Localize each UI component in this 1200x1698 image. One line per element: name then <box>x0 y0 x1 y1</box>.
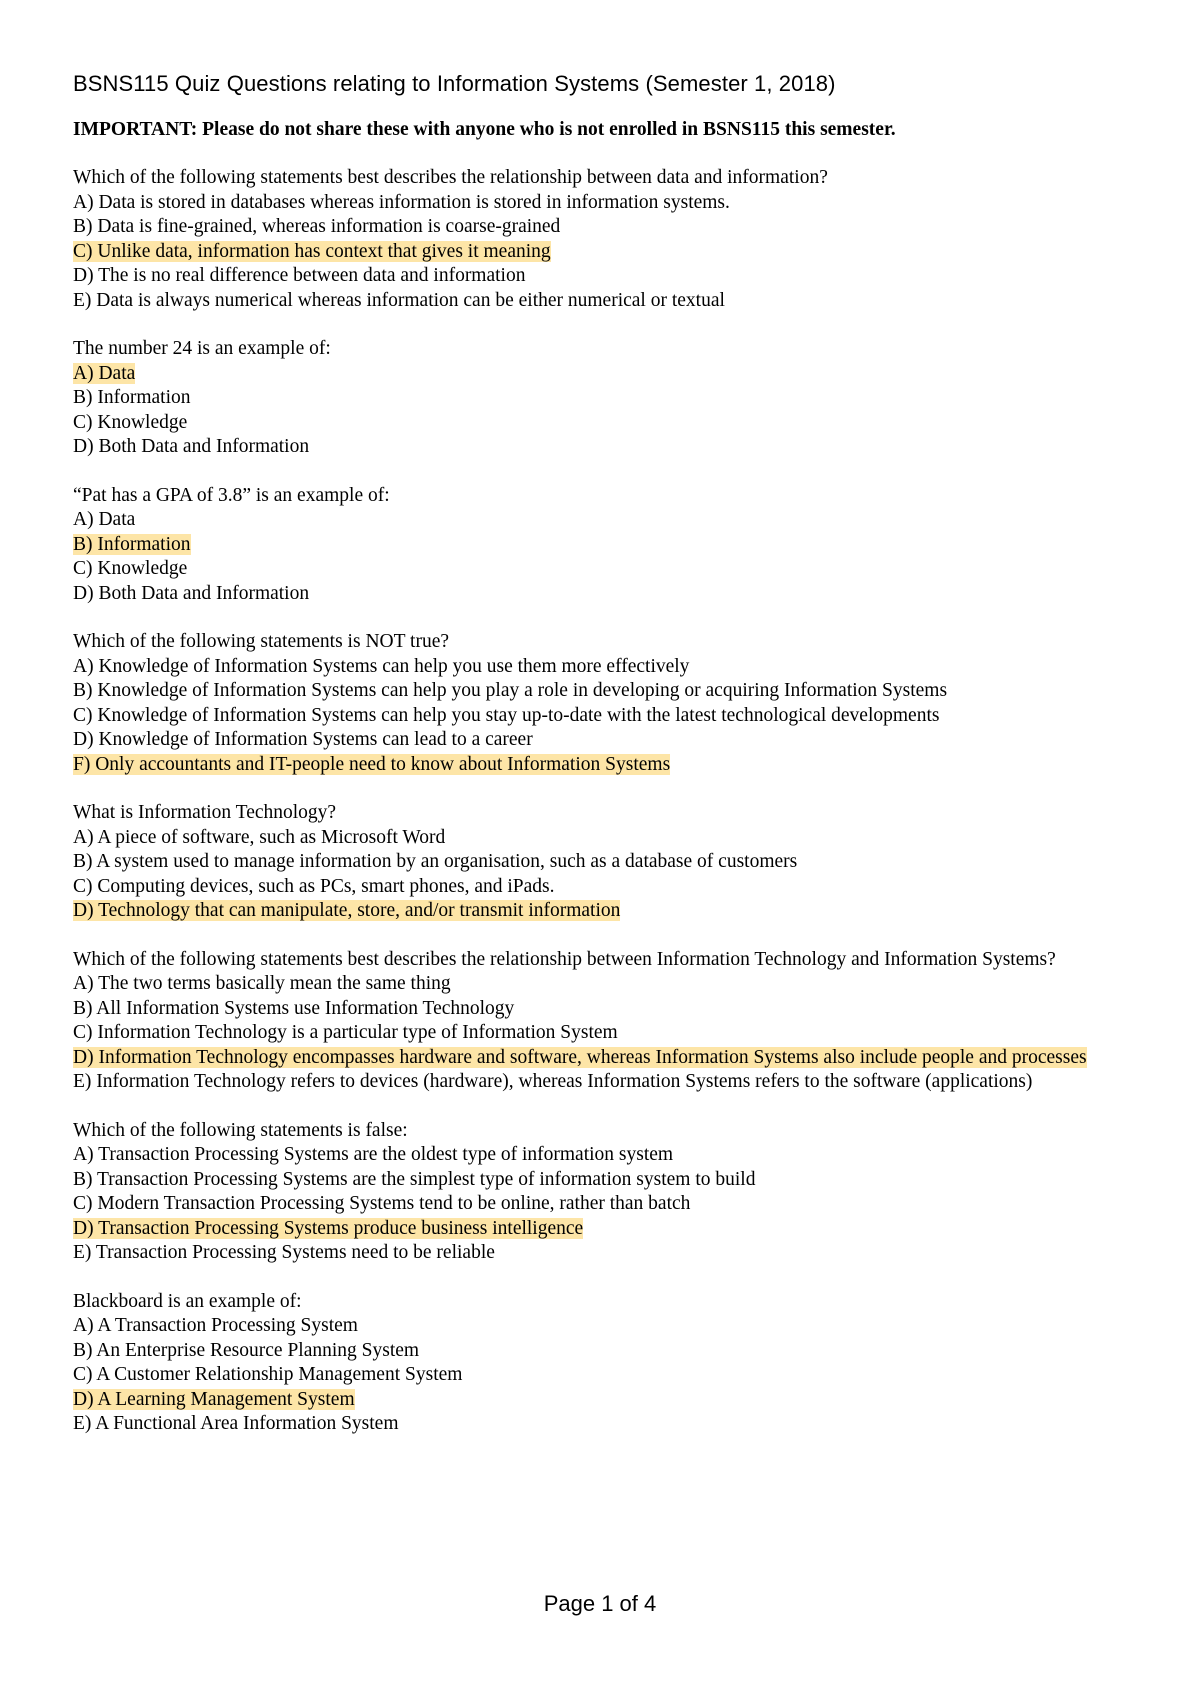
option-text: C) Information Technology is a particular type of Information System <box>73 1022 618 1043</box>
answer-option-highlighted <box>73 1217 1133 1242</box>
option-text: D) Both Data and Information <box>73 582 310 604</box>
answer-option <box>73 264 1133 289</box>
option-text: B) Information <box>73 387 191 408</box>
answer-option <box>73 679 1133 704</box>
document-page <box>73 70 1133 1461</box>
option-text: A) A Transaction Processing System <box>73 1315 358 1336</box>
answer-option <box>73 704 1133 729</box>
question-text: Which of the following statements is false: <box>73 1119 408 1141</box>
document-title: BSNS115 Quiz Questions relating to Information Systems (Semester 1, 2018) <box>73 71 836 96</box>
option-text: C) Knowledge <box>73 411 188 433</box>
option-text: B) A system used to manage information by an organisation, such as a database of customers <box>73 851 798 872</box>
option-text: B) All Information Systems use Information Technology <box>73 997 515 1019</box>
answer-option <box>73 1339 1133 1364</box>
question-block <box>73 630 1133 777</box>
option-text: D) Technology that can manipulate, store, and/or transmit information <box>73 900 621 921</box>
answer-option <box>73 1241 1133 1266</box>
question-text: Which of the following statements best describes the relationship between Information Technology and Information Systems? <box>73 948 1056 970</box>
answer-option-highlighted <box>73 1388 1133 1413</box>
answer-option <box>73 728 1133 753</box>
option-text: C) Unlike data, information has context that gives it meaning <box>73 240 551 262</box>
option-text: E) Transaction Processing Systems need to be reliable <box>73 1242 495 1263</box>
option-text: B) An Enterprise Resource Planning System <box>73 1339 420 1361</box>
option-text: A) Knowledge of Information Systems can help you use them more effectively <box>73 655 690 677</box>
question-text: The number 24 is an example of: <box>73 338 331 359</box>
answer-option <box>73 191 1133 216</box>
option-text: E) Information Technology refers to devices (hardware), whereas Information Systems refers to the software (applications) <box>73 1071 1033 1092</box>
answer-option <box>73 1021 1133 1046</box>
answer-option <box>73 826 1133 851</box>
option-text: C) Computing devices, such as PCs, smart phones, and iPads. <box>73 875 555 897</box>
option-text: A) Data is stored in databases whereas information is stored in information systems. <box>73 191 730 213</box>
answer-option-highlighted <box>73 753 1133 778</box>
option-text: D) Both Data and Information <box>73 436 310 457</box>
option-text: A) The two terms basically mean the same thing <box>73 973 451 994</box>
answer-option-highlighted <box>73 240 1133 265</box>
option-text: A) A piece of software, such as Microsoft Word <box>73 826 446 848</box>
question-list <box>73 166 1133 1437</box>
option-text: D) The is no real difference between data and information <box>73 265 526 286</box>
question-block <box>73 1119 1133 1266</box>
important-notice: IMPORTANT: Please do not share these with anyone who is not enrolled in BSNS115 this semester. <box>73 119 896 140</box>
answer-option <box>73 411 1133 436</box>
question-block <box>73 1290 1133 1437</box>
option-text: C) Knowledge of Information Systems can help you stay up-to-date with the latest technological developments <box>73 704 940 726</box>
option-text: F) Only accountants and IT-people need to know about Information Systems <box>73 753 671 775</box>
answer-option-highlighted <box>73 533 1133 558</box>
option-text: D) Knowledge of Information Systems can lead to a career <box>73 729 533 750</box>
answer-option <box>73 655 1133 680</box>
option-text: C) A Customer Relationship Management System <box>73 1364 463 1385</box>
answer-option <box>73 215 1133 240</box>
answer-option <box>73 1314 1133 1339</box>
answer-option <box>73 557 1133 582</box>
question-block <box>73 801 1133 924</box>
answer-option <box>73 435 1133 460</box>
answer-option <box>73 997 1133 1022</box>
answer-option-highlighted <box>73 1046 1133 1071</box>
answer-option <box>73 972 1133 997</box>
option-text: B) Information <box>73 533 191 555</box>
option-text: D) A Learning Management System <box>73 1388 355 1410</box>
answer-option <box>73 508 1133 533</box>
option-text: B) Knowledge of Information Systems can help you play a role in developing or acquiring Information Systems <box>73 680 948 701</box>
answer-option-highlighted <box>73 899 1133 924</box>
question-text: Which of the following statements is NOT true? <box>73 631 450 652</box>
question-text: Which of the following statements best describes the relationship between data and information? <box>73 167 828 188</box>
question-block <box>73 337 1133 460</box>
answer-option <box>73 1143 1133 1168</box>
option-text: E) A Functional Area Information System <box>73 1413 399 1434</box>
option-text: E) Data is always numerical whereas information can be either numerical or textual <box>73 289 725 311</box>
option-text: A) Data <box>73 509 136 530</box>
answer-option <box>73 1192 1133 1217</box>
option-text: A) Transaction Processing Systems are the oldest type of information system <box>73 1144 674 1165</box>
answer-option-highlighted <box>73 362 1133 387</box>
question-text: What is Information Technology? <box>73 802 337 823</box>
question-block <box>73 166 1133 313</box>
question-block <box>73 948 1133 1095</box>
question-text: “Pat has a GPA of 3.8” is an example of: <box>73 484 390 506</box>
page-number: Page 1 of 4 <box>543 1591 657 1616</box>
answer-option <box>73 1070 1133 1095</box>
answer-option <box>73 289 1133 314</box>
answer-option <box>73 850 1133 875</box>
answer-option <box>73 1412 1133 1437</box>
answer-option <box>73 582 1133 607</box>
answer-option <box>73 1168 1133 1193</box>
option-text: D) Transaction Processing Systems produce business intelligence <box>73 1217 584 1239</box>
question-block <box>73 484 1133 607</box>
question-text: Blackboard is an example of: <box>73 1290 302 1312</box>
option-text: C) Modern Transaction Processing Systems tend to be online, rather than batch <box>73 1193 691 1214</box>
answer-option <box>73 875 1133 900</box>
option-text: C) Knowledge <box>73 558 188 579</box>
answer-option <box>73 386 1133 411</box>
option-text: B) Data is fine-grained, whereas information is coarse-grained <box>73 216 561 237</box>
option-text: B) Transaction Processing Systems are the simplest type of information system to build <box>73 1168 756 1190</box>
option-text: D) Information Technology encompasses hardware and software, whereas Information Systems also include people and processes <box>73 1046 1087 1068</box>
option-text: A) Data <box>73 362 136 384</box>
answer-option <box>73 1363 1133 1388</box>
